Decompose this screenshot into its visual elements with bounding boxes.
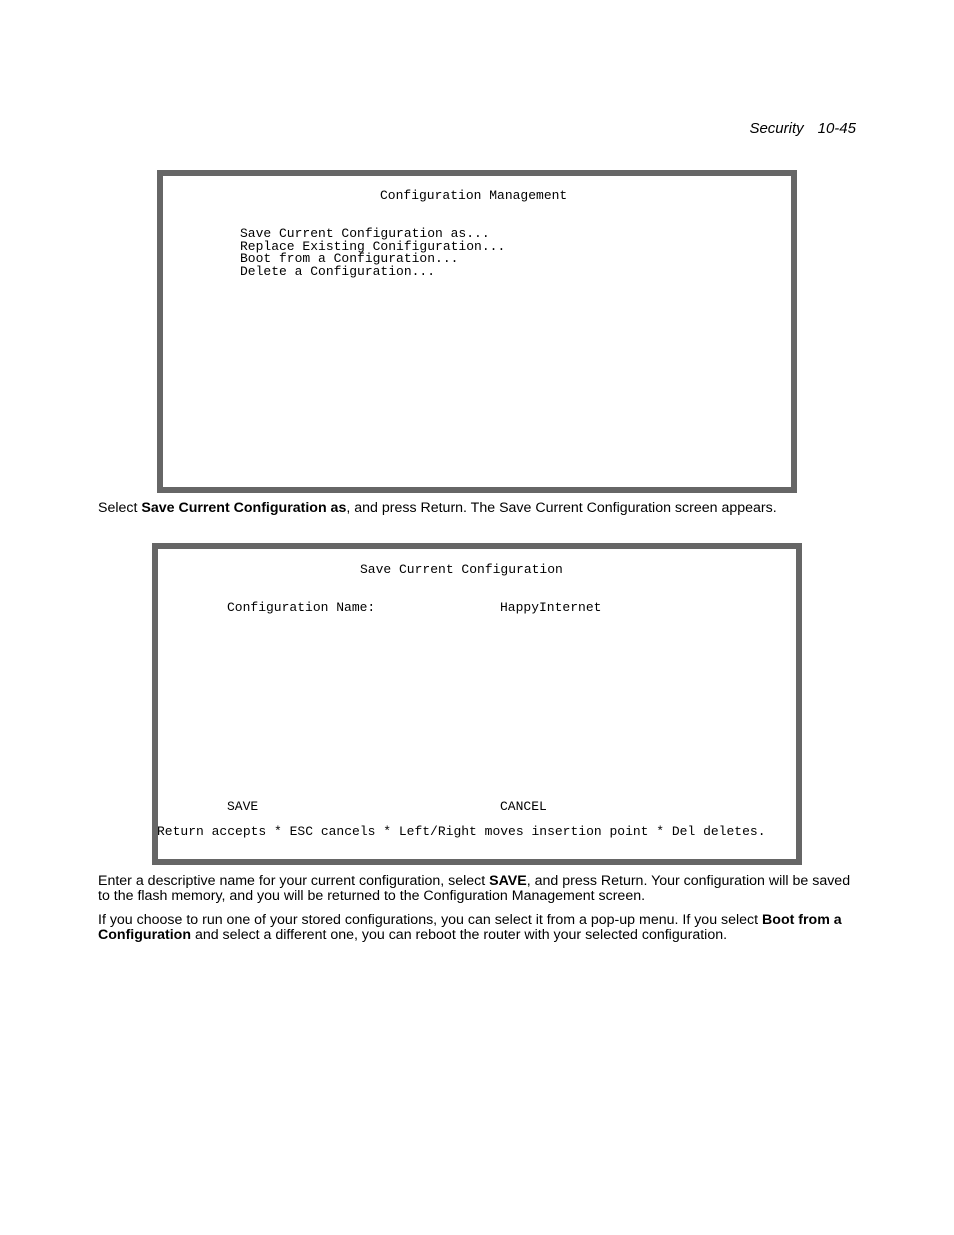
instruction-paragraph-2: Enter a descriptive name for your current configuration, select SAVE, and press Return. Your configuration will be saved to the flash memory, and you will be returned to the Configuration Management screen. [98,873,851,904]
section-name: Security [749,120,804,137]
help-line: Return accepts * ESC cancels * Left/Right moves insertion point * Del deletes. [157,824,766,839]
menu-item-boot-from[interactable]: Boot from a Configuration... [240,251,459,266]
menu-reference: Save Current Configuration as [141,500,347,516]
page-header [749,120,856,137]
configuration-name-label: Configuration Name: [227,600,376,615]
instruction-paragraph-3: If you choose to run one of your stored configurations, you can select it from a pop-up menu. If you select Boot from a Configuration and select a different one, you can reboot the router with your selected configuration. [98,912,842,943]
screen-title: Save Current Configuration [360,562,563,577]
instruction-paragraph-1: Select Save Current Configuration as, and press Return. The Save Current Configuration screen appears. [98,500,777,516]
menu-item-save-current[interactable]: Save Current Configuration as... [240,226,490,241]
page-number: 10-45 [817,120,856,137]
configuration-name-field[interactable]: HappyInternet [500,600,602,615]
menu-item-replace-existing[interactable]: Replace Existing Conifiguration... [240,238,506,254]
cancel-button[interactable]: CANCEL [500,799,547,814]
screen-title: Configuration Management [380,188,568,203]
save-current-configuration-screen [152,543,802,865]
configuration-management-screen [157,170,797,493]
save-button[interactable]: SAVE [227,799,259,814]
menu-item-delete[interactable]: Delete a Configuration... [240,263,436,279]
save-reference: SAVE [489,873,527,889]
boot-reference: Boot from a Configuration [98,912,842,943]
